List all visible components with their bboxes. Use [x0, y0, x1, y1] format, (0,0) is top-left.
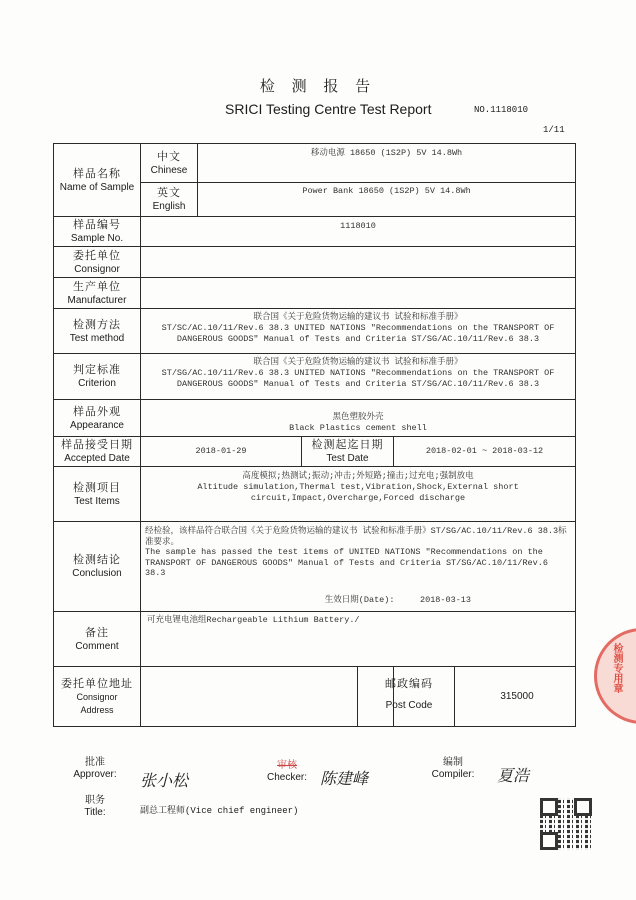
report-number: NO.1118010 [474, 105, 529, 115]
sample-name-english-value: Power Bank 18650 (1S2P) 5V 14.8Wh [198, 183, 576, 217]
conclusion-label: 检测结论 Conclusion [54, 522, 141, 612]
test-method-en: ST/SC/AC.10/11/Rev.6 38.3 UNITED NATIONS "Recommendations on the TRANSPORT OF DANGEROUS GOODS" Manual of Tests and Criteria ST/SG/AC.10/11/Rev.6 38.3 [161, 323, 555, 344]
effective-date-value: 2018-03-13 [420, 594, 472, 605]
test-items-en: Altitude simulation,Thermal test,Vibration,Shock,External short circuit,Impact,Overcharge,Forced discharge [197, 482, 519, 503]
test-items-cn: 高度模拟;热测试;振动;冲击;外短路;撞击;过充电;强制放电 [242, 471, 474, 481]
compiler-label: 编制 Compiler: [431, 757, 475, 780]
accepted-date-value: 2018-01-29 [141, 437, 302, 467]
comment-label: 备注 Comment [54, 612, 141, 667]
conclusion-en: The sample has passed the test items of UNITED NATIONS "Recommendations on the TRANSPORT OF DANGEROUS GOODS" Manual of Tests and Criteria ST/SG/AC.10/11/Rev.6 38.3 [145, 547, 548, 578]
conclusion-value [141, 522, 576, 612]
criterion-value [141, 354, 576, 400]
sample-name-chinese-value: 移动电源 18650 (1S2P) 5V 14.8Wh [198, 144, 576, 183]
title-value: 副总工程师(Vice chief engineer) [140, 806, 299, 816]
english-label: 英文 English [141, 183, 198, 217]
sample-name-label: 样品名称 Name of Sample [54, 144, 141, 217]
title-label: 职务 Title: [84, 795, 106, 818]
qr-eye [574, 798, 592, 816]
compiler-signature: 夏浩 [497, 766, 530, 785]
criterion-cn: 联合国《关于危险货物运输的建议书 试验和标准手册》 [253, 357, 463, 367]
report-title-cn: 检 测 报 告 [259, 77, 377, 95]
test-items-value [141, 467, 576, 522]
sample-no-label: 样品编号 Sample No. [54, 217, 141, 247]
comment-value: 可充电锂电池组Rechargeable Lithium Battery./ [141, 612, 576, 667]
test-date-label: 检测起迄日期 Test Date [302, 437, 394, 467]
criterion-en: ST/SG/AC.10/11/Rev.6 38.3 UNITED NATIONS "Recommendations on the TRANSPORT OF DANGEROUS GOODS" Manual of Tests and Criteria ST/SG/AC.10/11/Rev.6 38.3 [161, 368, 555, 389]
checker-signature: 陈建峰 [320, 769, 369, 788]
test-method-cn: 联合国《关于危险货物运输的建议书 试验和标准手册》 [253, 312, 463, 322]
test-date-value: 2018-02-01 ~ 2018-03-12 [394, 437, 576, 467]
chinese-label: 中文 Chinese [141, 144, 198, 183]
page-number: 1/11 [543, 125, 565, 135]
official-stamp [594, 628, 636, 724]
accepted-date-label: 样品接受日期 Accepted Date [54, 437, 141, 467]
report-title-en: SRICI Testing Centre Test Report [225, 101, 432, 117]
effective-date-label: 生效日期(Date): [324, 594, 395, 605]
post-code-label-text: 邮政编码 Post Code [385, 677, 433, 711]
conclusion-cn: 经检验，该样品符合联合国《关于危险货物运输的建议书 试验和标准手册》ST/SG/AC.10/11/Rev.6 38.3标准要求。 [145, 526, 567, 547]
manufacturer-value [141, 278, 576, 309]
appearance-en: Black Plastics cement shell [289, 423, 427, 433]
qr-code[interactable] [540, 798, 592, 850]
post-code-value: 315000 [454, 667, 579, 726]
sample-no-value: 1118010 [141, 217, 576, 247]
qr-eye [540, 832, 558, 850]
post-code-cell [385, 667, 576, 727]
criterion-label: 判定标准 Criterion [54, 354, 141, 400]
appearance-value [141, 400, 576, 437]
appearance-label: 样品外观 Appearance [54, 400, 141, 437]
consignor-value [141, 247, 576, 278]
report-table [53, 143, 576, 727]
appearance-cn: 黑色塑胶外壳 [332, 412, 384, 422]
checker-label: 审核 Checker: [266, 760, 307, 783]
manufacturer-label: 生产单位 Manufacturer [54, 278, 141, 309]
effective-date [145, 595, 571, 606]
test-items-label: 检测项目 Test Items [54, 467, 141, 522]
approver-label: 批准 Approver: [73, 757, 117, 780]
approver-signature: 张小松 [140, 771, 189, 790]
consignor-address-label: 委托单位地址 Consignor Address [54, 667, 141, 727]
qr-eye [540, 798, 558, 816]
consignor-address-value [141, 667, 358, 727]
stamp-text: 检测专用章 [611, 643, 622, 693]
test-method-label: 检测方法 Test method [54, 309, 141, 354]
consignor-label: 委托单位 Consignor [54, 247, 141, 278]
test-method-value [141, 309, 576, 354]
